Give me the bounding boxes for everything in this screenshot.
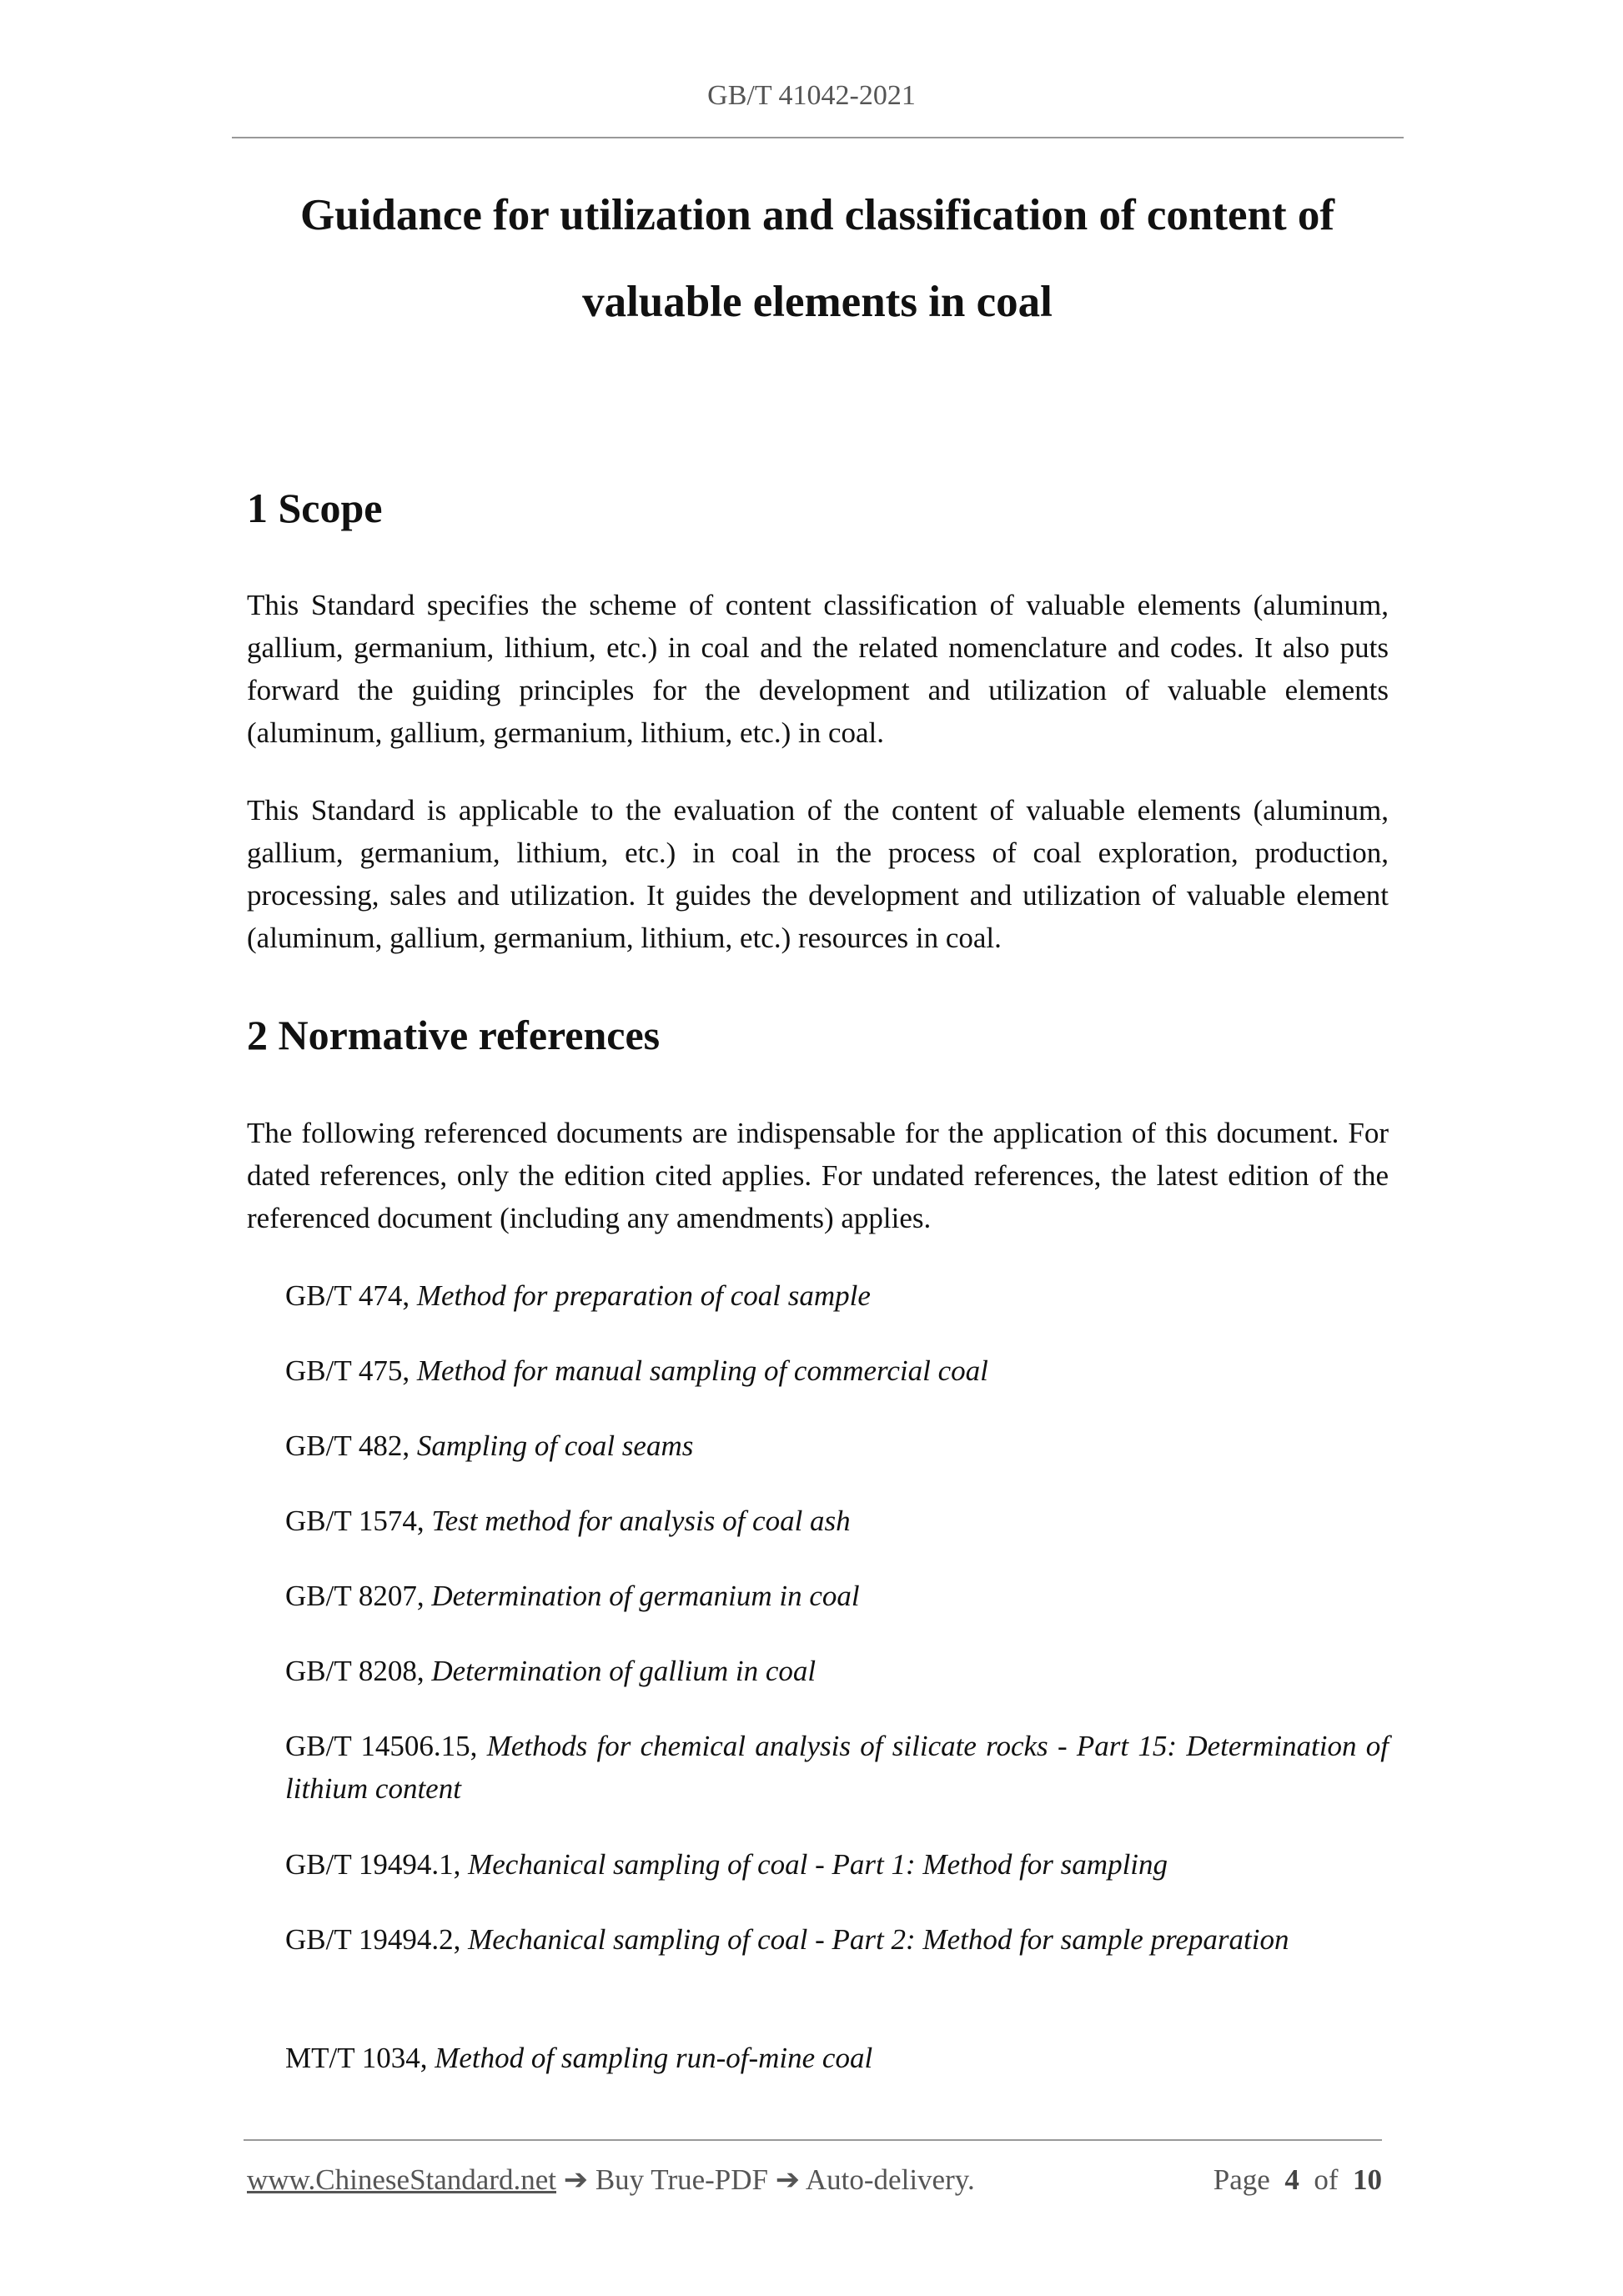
reference-item: [285, 1843, 1389, 1886]
total-pages: 10: [1353, 2163, 1382, 2196]
website-link[interactable]: www.ChineseStandard.net: [247, 2163, 556, 2196]
reference-item: [285, 1500, 1389, 1542]
reference-code: GB/T 475,: [285, 1354, 410, 1387]
reference-item: [285, 1349, 1389, 1392]
reference-code: GB/T 8208,: [285, 1655, 425, 1687]
scope-paragraph-1: This Standard specifies the scheme of content classification of valuable elements (aluminum, gallium, germanium, lithium, etc.) in coal and the related nomenclature and codes. It also puts forward the guiding principles for the development and utilization of valuable elements (aluminum, gallium, germanium, lithium, etc.) in coal.: [247, 589, 1389, 749]
footer-promo: [247, 2163, 975, 2197]
reference-code: GB/T 8207,: [285, 1580, 425, 1612]
reference-title: Determination of gallium in coal: [431, 1655, 817, 1687]
document-title-line-2: valuable elements in coal: [582, 278, 1053, 326]
reference-code: GB/T 482,: [285, 1429, 410, 1462]
current-page: 4: [1284, 2163, 1299, 2196]
scope-paragraph-2: This Standard is applicable to the evaluation of the content of valuable elements (aluminum, gallium, germanium, lithium, etc.) in coal in the process of coal exploration, production, processing, sales and utilization. It guides the development and utilization of valuable element (aluminum, gallium, germanium, lithium, etc.) resources in coal.: [247, 794, 1389, 954]
reference-code: MT/T 1034,: [285, 2042, 428, 2074]
reference-title: Determination of germanium in coal: [431, 1580, 860, 1612]
reference-item: [285, 1725, 1389, 1810]
section-heading-normative-references: 2 Normative references: [247, 1012, 661, 1058]
reference-title: Methods for chemical analysis of silicate rocks - Part 15: Determination of lithium content: [285, 1730, 1389, 1805]
reference-code: GB/T 1574,: [285, 1505, 425, 1537]
buy-true-pdf-text: Buy True-PDF: [595, 2163, 768, 2196]
reference-item: [285, 1575, 1389, 1617]
reference-title: Sampling of coal seams: [416, 1429, 694, 1462]
reference-item: [285, 1918, 1389, 1961]
auto-delivery-text: Auto-delivery.: [805, 2163, 975, 2196]
reference-title: Mechanical sampling of coal - Part 2: Method for sample preparation: [468, 1923, 1289, 1956]
reference-code: GB/T 19494.2,: [285, 1923, 461, 1956]
reference-title: Method for preparation of coal sample: [416, 1279, 871, 1312]
normative-references-intro: The following referenced documents are indispensable for the application of this document. For dated references, only the edition cited applies. For undated references, the latest edition of the referenced document (including any amendments) applies.: [247, 1117, 1389, 1234]
document-title-line-1: Guidance for utilization and classification of content of: [299, 191, 1335, 239]
reference-code: GB/T 19494.1,: [285, 1848, 461, 1881]
header-divider: [232, 137, 1404, 138]
of-label: of: [1314, 2163, 1339, 2196]
reference-item: [285, 1650, 1389, 1692]
section-heading-scope: 1 Scope: [247, 485, 383, 531]
reference-code: GB/T 14506.15,: [285, 1730, 478, 1762]
reference-title: Test method for analysis of coal ash: [431, 1505, 851, 1537]
reference-title: Mechanical sampling of coal - Part 1: Method for sampling: [468, 1848, 1168, 1881]
page-footer: [247, 2163, 1382, 2197]
reference-code: GB/T 474,: [285, 1279, 410, 1312]
reference-title: Method of sampling run-of-mine coal: [435, 2042, 873, 2074]
reference-item: [285, 2037, 1389, 2079]
reference-item: [285, 1424, 1389, 1467]
page-number: [1213, 2163, 1382, 2197]
reference-title: Method for manual sampling of commercial coal: [416, 1354, 988, 1387]
page-label: Page: [1213, 2163, 1270, 2196]
document-code-header: GB/T 41042-2021: [707, 80, 916, 111]
arrow-right-icon: ➔: [775, 2163, 801, 2196]
reference-item: [285, 1274, 1389, 1317]
footer-divider: [244, 2139, 1382, 2141]
arrow-right-icon: ➔: [563, 2163, 589, 2196]
